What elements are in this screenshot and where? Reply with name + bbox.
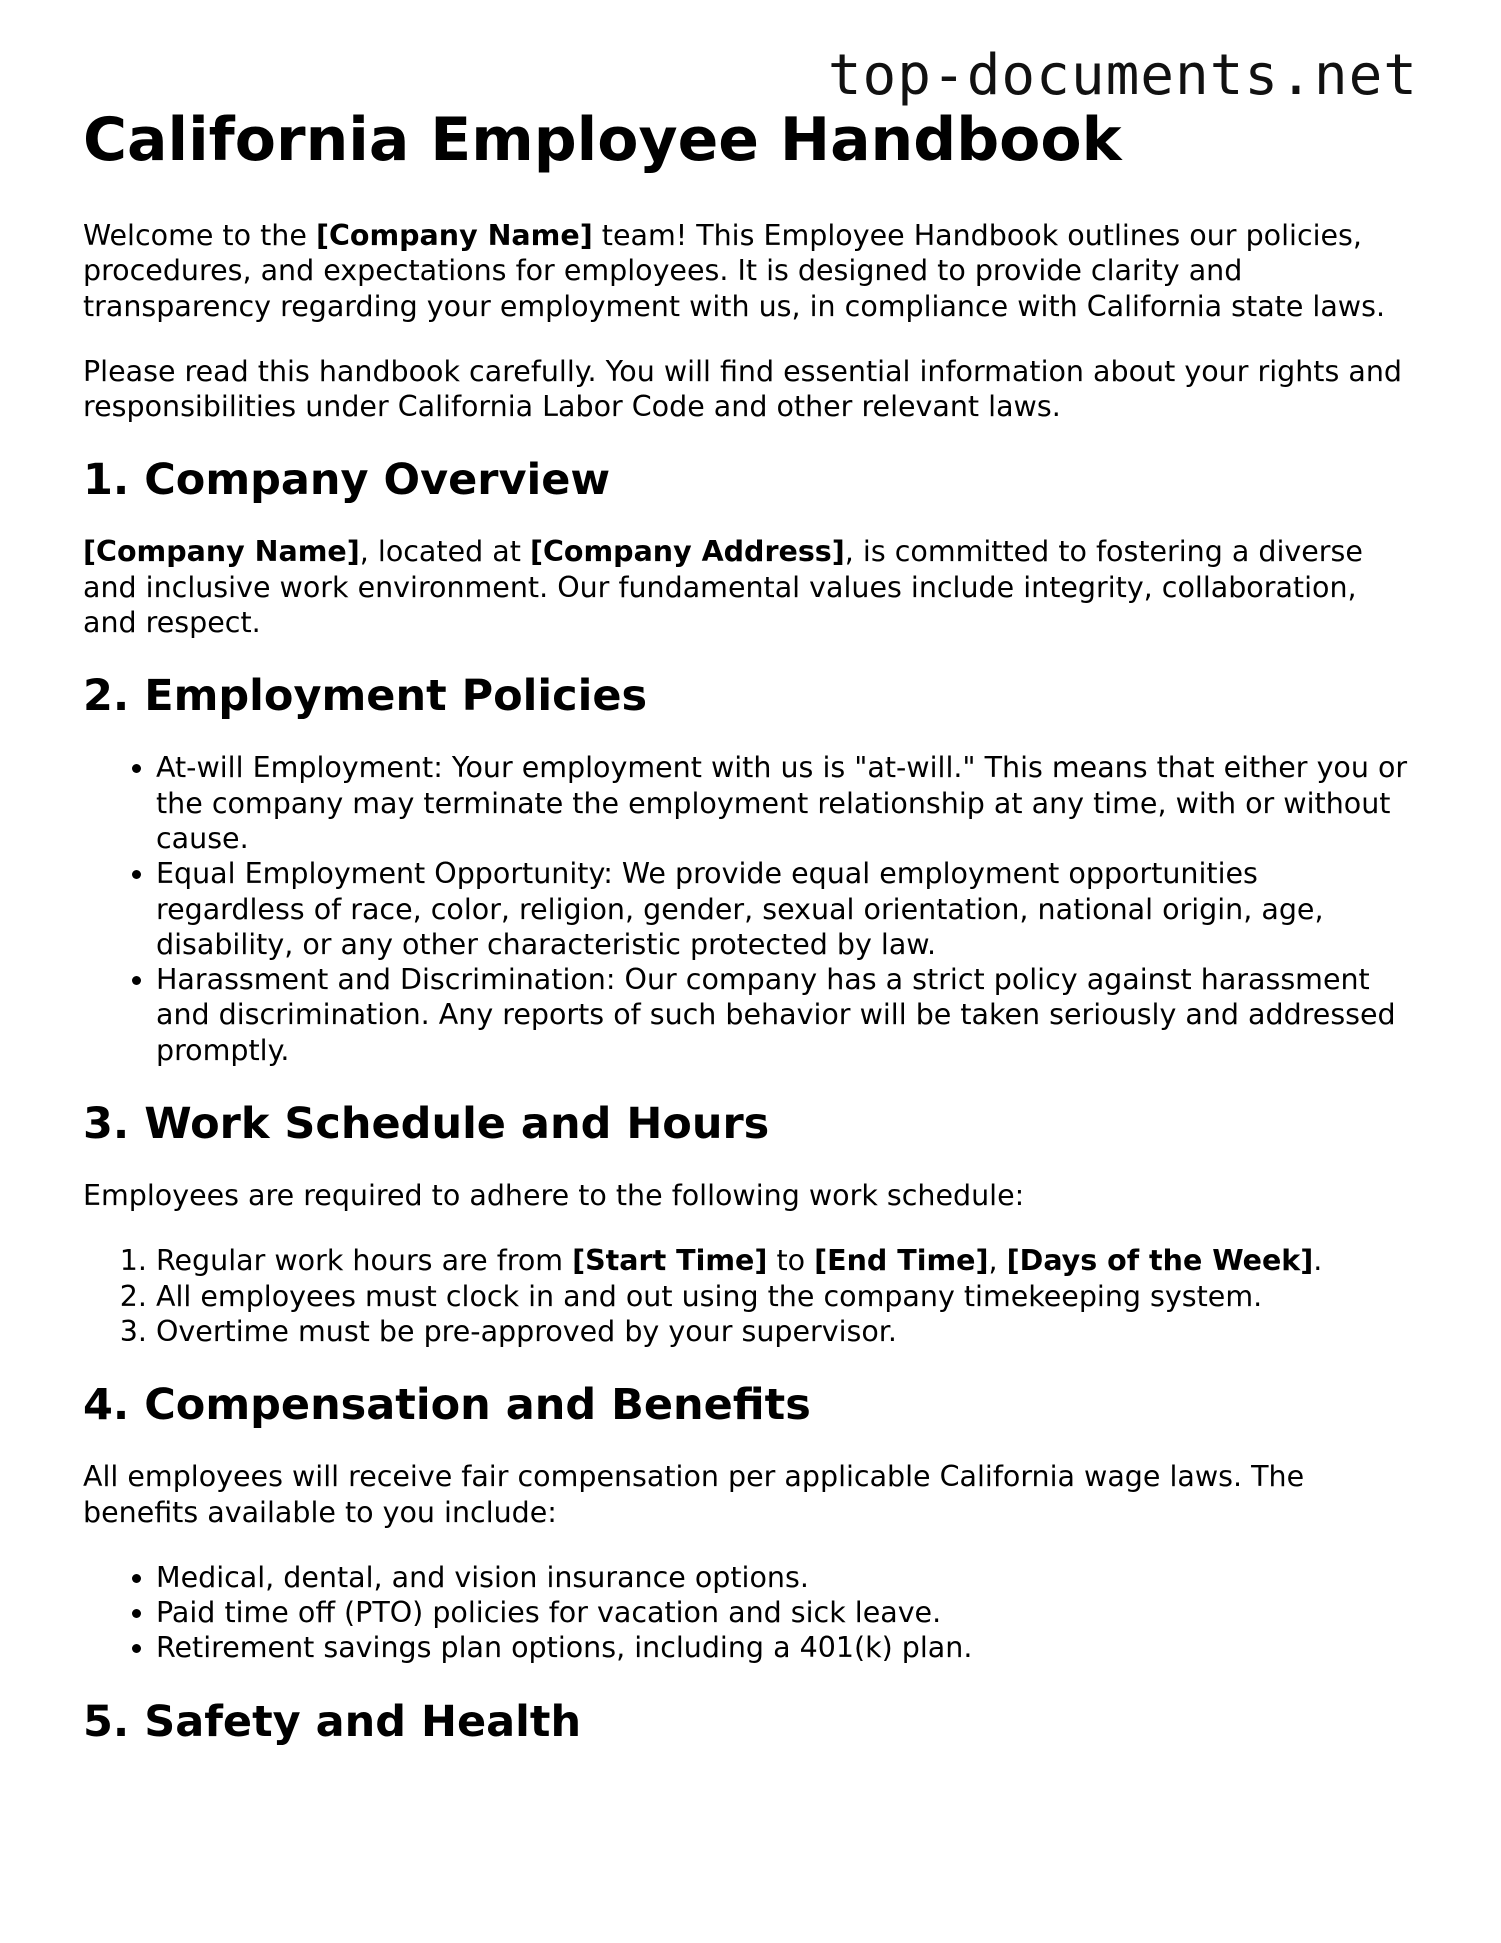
section-heading-schedule: 3. Work Schedule and Hours	[83, 1099, 770, 1150]
benefits-list	[83, 1560, 1413, 1666]
list-item: 2. All employees must clock in and out using the company timekeeping system.	[156, 1279, 1413, 1314]
section-heading-compensation: 4. Compensation and Benefits	[83, 1380, 811, 1431]
intro-text-before: Welcome to the	[83, 219, 316, 252]
list-item: 3. Overtime must be pre-approved by your supervisor.	[156, 1314, 1413, 1349]
company-address-placeholder: [Company Address]	[529, 535, 845, 569]
policies-list	[83, 750, 1413, 1068]
end-time-placeholder: [End Time]	[814, 1244, 989, 1278]
section-heading-overview: 1. Company Overview	[83, 455, 611, 506]
document-page	[83, 100, 1413, 1776]
hours-text-to: to	[767, 1244, 815, 1278]
watermark: top-documents.net	[827, 43, 1418, 108]
hours-text-period: .	[1313, 1244, 1323, 1278]
section-heading-policies: 2. Employment Policies	[83, 671, 648, 722]
read-carefully-paragraph: Please read this handbook carefully. You will find essential information about your rights and responsibilities under California Labor Code and other relevant laws.	[83, 354, 1402, 424]
company-name-placeholder: [Company Name]	[315, 219, 593, 252]
schedule-list	[83, 1243, 1413, 1349]
intro-paragraph	[83, 218, 1413, 324]
intro-text-after: team! This Employee Handbook outlines our policies, procedures, and expectations for employees. It is designed to provide clarity and transparency regarding your employment with us, in compliance with California state laws.	[83, 219, 1386, 323]
company-name-placeholder: [Company Name]	[83, 535, 360, 569]
compensation-intro: All employees will receive fair compensation per applicable California wage laws. The benefits available to you include:	[83, 1460, 1305, 1529]
list-item: • Paid time off (PTO) policies for vacation and sick leave.	[156, 1595, 1413, 1630]
list-item: • Retirement savings plan options, including a 401(k) plan.	[156, 1630, 1413, 1665]
document-title: California Employee Handbook	[83, 105, 1122, 175]
list-item: • Harassment and Discrimination: Our company has a strict policy against harassment and discrimination. Any reports of such behavior will be taken seriously and addressed promptly.	[156, 962, 1413, 1068]
section-heading-safety: 5. Safety and Health	[83, 1696, 582, 1747]
list-item: • Medical, dental, and vision insurance options.	[156, 1560, 1413, 1595]
list-item	[156, 1243, 1413, 1278]
start-time-placeholder: [Start Time]	[572, 1244, 768, 1278]
list-item: • At-will Employment: Your employment with us is "at-will." This means that either you or the company may terminate the employment relationship at any time, with or without cause.	[156, 750, 1413, 856]
overview-text-mid: , located at	[359, 535, 530, 569]
days-of-week-placeholder: [Days of the Week]	[1006, 1244, 1314, 1278]
hours-text-comma: ,	[988, 1244, 1007, 1278]
overview-paragraph	[83, 534, 1413, 640]
hours-text-before: Regular work hours are from	[156, 1244, 573, 1278]
list-item: • Equal Employment Opportunity: We provide equal employment opportunities regardless of race, color, religion, gender, sexual orientation, national origin, age, disability, or any other characteristic protected by law.	[156, 856, 1413, 962]
schedule-intro: Employees are required to adhere to the following work schedule:	[83, 1179, 1025, 1213]
overview-text-after: , is committed to fostering a diverse and inclusive work environment. Our fundamental values include integrity, collaboration, and respect.	[83, 535, 1363, 640]
